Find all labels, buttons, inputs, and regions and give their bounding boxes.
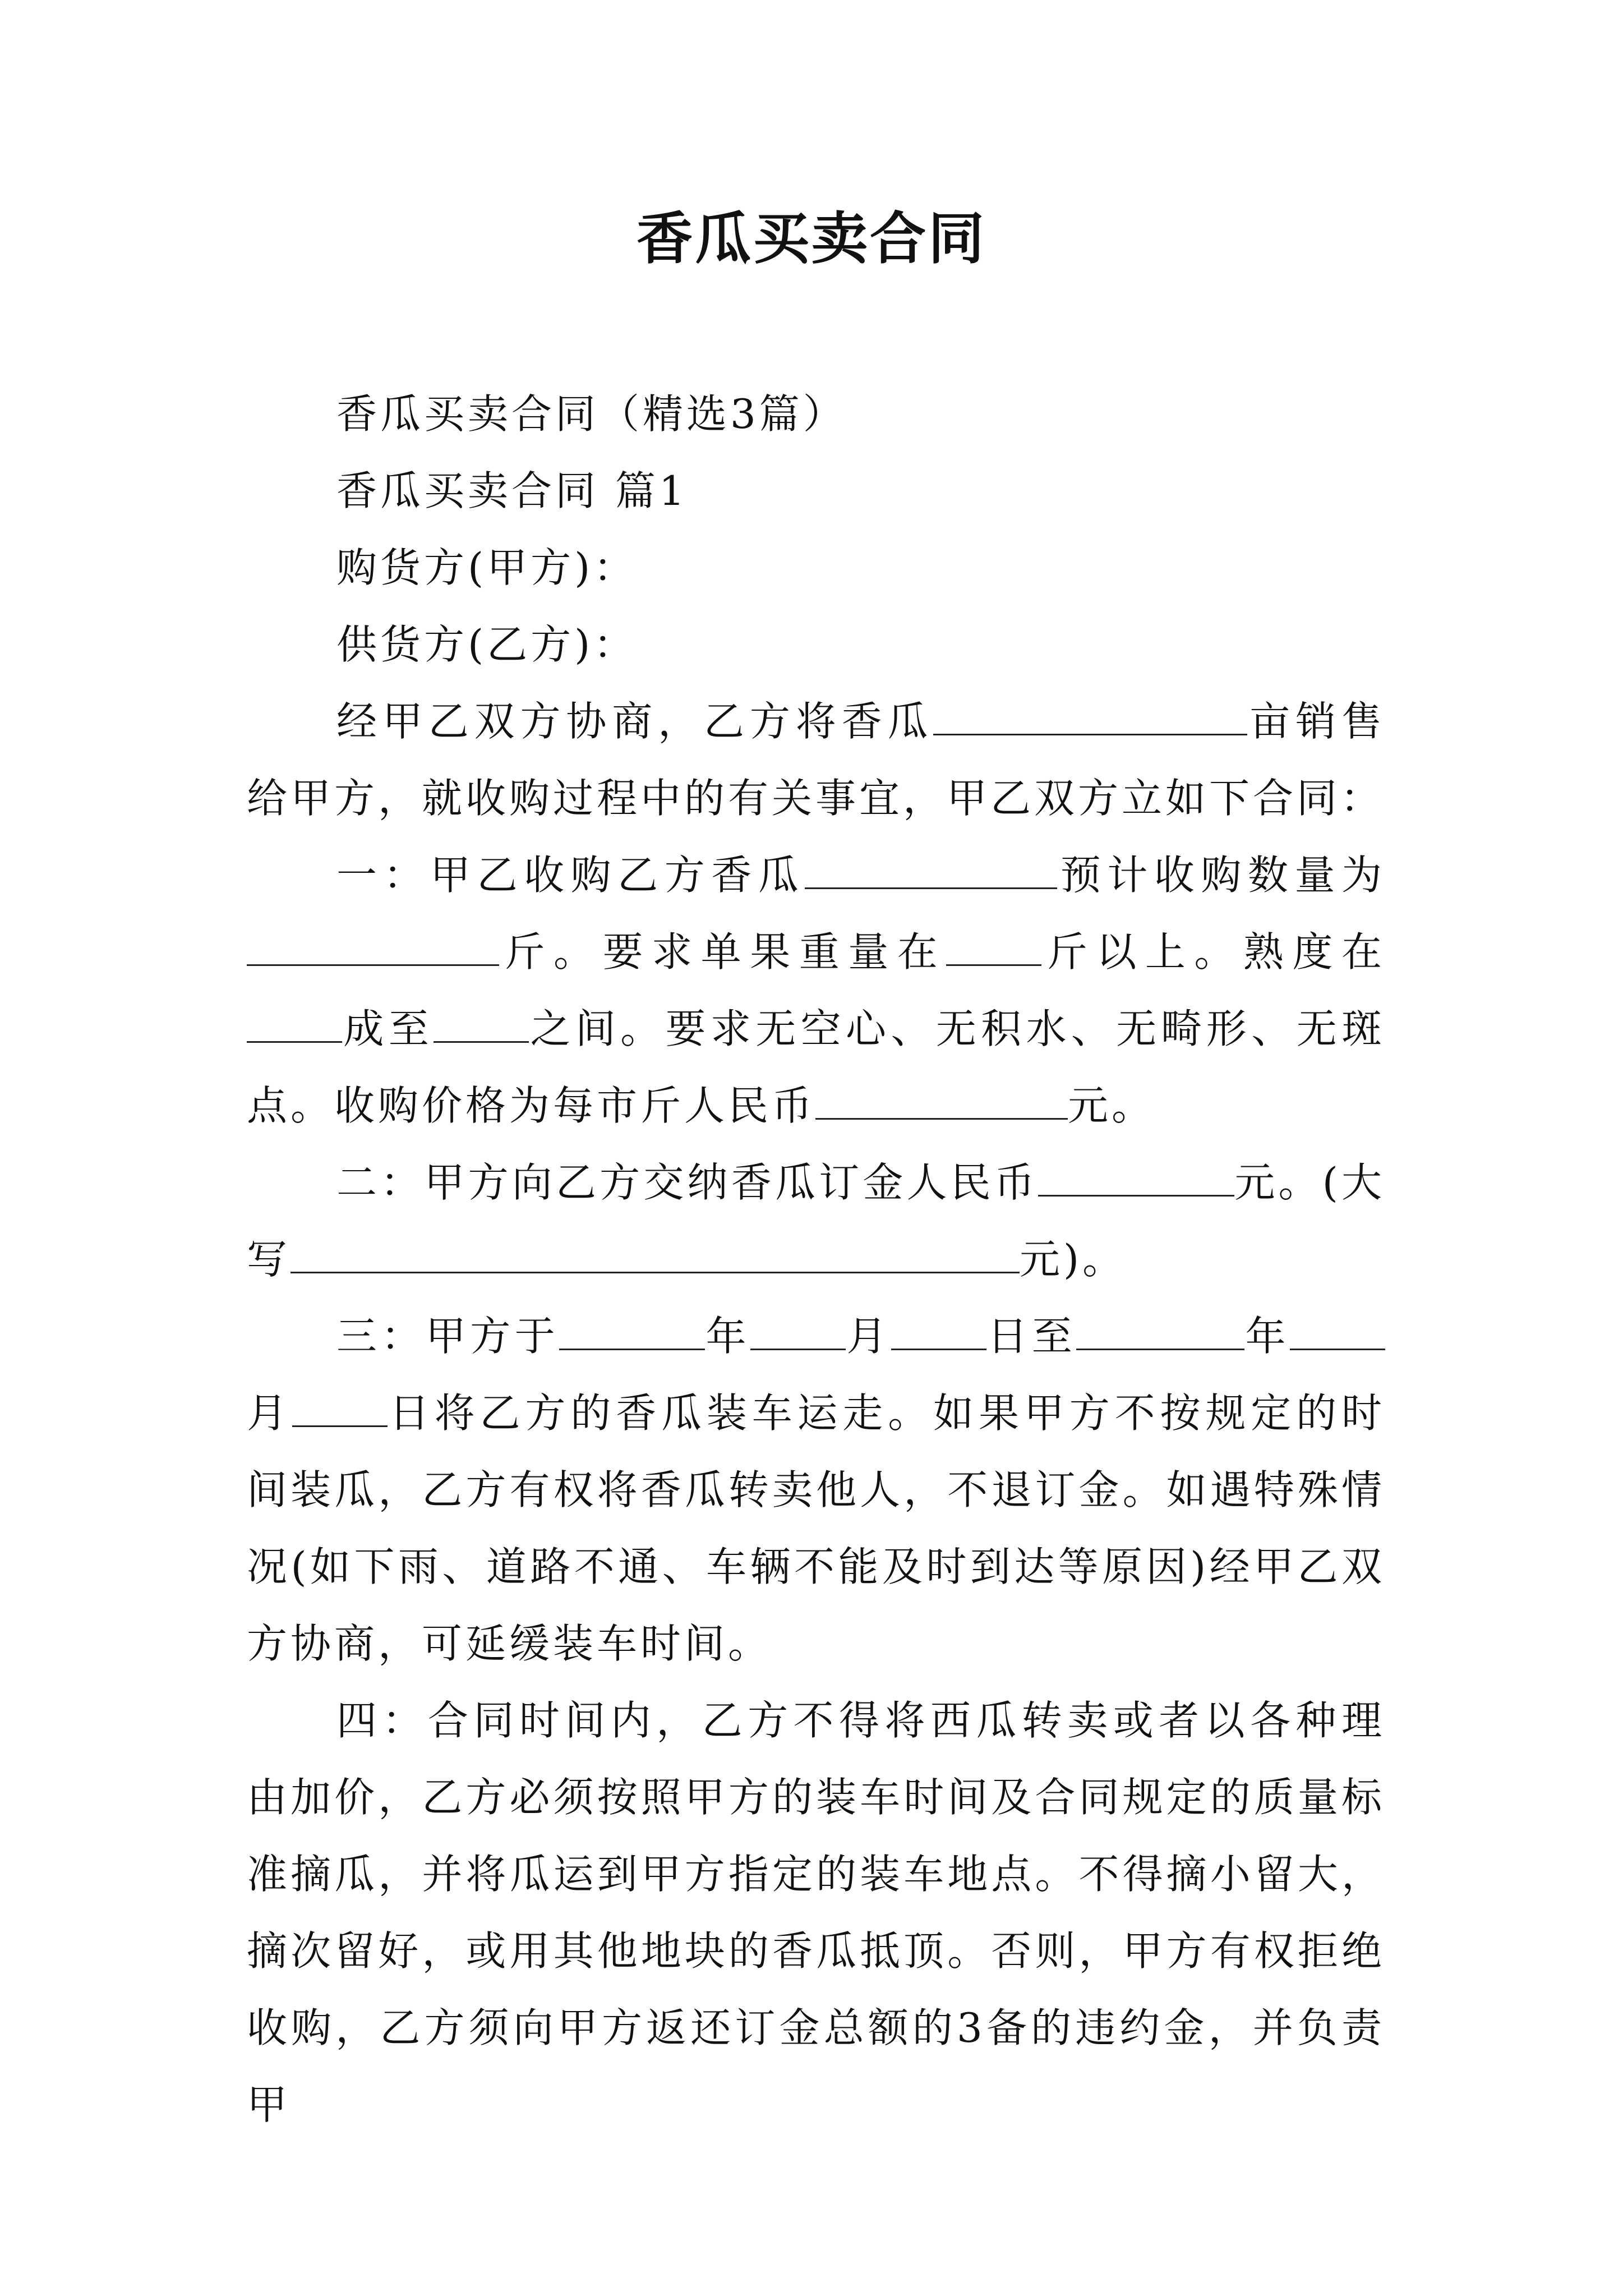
clause-1-text-3: 斤。要求单果重量在 [499, 928, 947, 976]
clause-3-text-1: 三：甲方于 [336, 1313, 560, 1360]
blank-deposit [1038, 1161, 1234, 1197]
clause-2-text-2: 元。(大写 [247, 1159, 1385, 1283]
blank-end-month [1290, 1315, 1385, 1350]
clause-1-text-7: 元。 [1068, 1082, 1156, 1129]
intro-text-2: 亩销售给甲方，就收购过程中的有关事宜，甲乙双方立如下合同： [247, 698, 1385, 822]
clause-1-text-4: 斤以上。熟度在 [1041, 928, 1385, 976]
clause-2-text-1: 二：甲方向乙方交纳香瓜订金人民币 [336, 1159, 1039, 1206]
clause-3 [247, 1298, 1385, 1682]
clause-3-text-2: 年 [705, 1313, 750, 1360]
clause-3-text-7: 日将乙方的香瓜装车运走。如果甲方不按规定的时间装瓜，乙方有权将香瓜转卖他人，不退订金。如遇特殊情况(如下雨、道路不通、车辆不能及时到达等原因)经甲乙双方协商，可延缓装车时间。 [247, 1389, 1385, 1667]
blank-area-acres [933, 700, 1247, 735]
blank-ripeness-from [247, 1007, 342, 1043]
intro-paragraph [247, 683, 1385, 837]
intro-text-1: 经甲乙双方协商，乙方将香瓜 [336, 698, 934, 745]
blank-start-month [750, 1315, 846, 1350]
blank-end-year [1076, 1315, 1244, 1350]
blank-ripeness-to [434, 1007, 529, 1043]
document-title: 香瓜买卖合同 [637, 205, 986, 272]
blank-variety [805, 854, 1057, 889]
clause-3-text-5: 年 [1244, 1313, 1290, 1360]
clause-3-text-6: 月 [247, 1389, 292, 1437]
blank-fruit-weight [946, 931, 1041, 966]
clause-1-text-6: 之间。要求无空心、无积水、无畸形、无斑点。收购价格为每市斤人民币 [247, 1005, 1385, 1129]
blank-price [815, 1084, 1068, 1120]
clause-4: 四：合同时间内，乙方不得将西瓜转卖或者以各种理由加价，乙方必须按照甲方的装车时间及合同规定的质量标准摘瓜，并将瓜运到甲方指定的装车地点。不得摘小留大，摘次留好，或用其他地块的香瓜抵顶。否则，甲方有权拒绝收购，乙方须向甲方返还订金总额的3备的违约金，并负责甲 [247, 1697, 1385, 2128]
buyer-label: 购货方(甲方)： [336, 544, 638, 591]
blank-deposit-words [291, 1238, 1020, 1273]
blank-end-day [292, 1392, 388, 1427]
clause-1-text-1: 一：甲乙收购乙方香瓜 [336, 852, 805, 899]
clause-3-text-4: 日至 [986, 1313, 1077, 1360]
clause-1 [247, 837, 1385, 1144]
blank-quantity [247, 931, 499, 966]
clause-2-text-3: 元)。 [1020, 1236, 1127, 1283]
clause-3-text-3: 月 [845, 1313, 891, 1360]
blank-start-year [559, 1315, 705, 1350]
clause-1-text-5: 成至 [342, 1005, 434, 1052]
seller-label: 供货方(乙方)： [336, 621, 638, 668]
blank-start-day [891, 1315, 986, 1350]
document-body [247, 376, 1385, 2143]
clause-1-text-2: 预计收购数量为 [1057, 852, 1385, 899]
clause-2 [247, 1144, 1385, 1298]
subtitle: 香瓜买卖合同（精选3篇） [336, 390, 847, 438]
section-heading: 香瓜买卖合同 篇1 [336, 467, 688, 514]
